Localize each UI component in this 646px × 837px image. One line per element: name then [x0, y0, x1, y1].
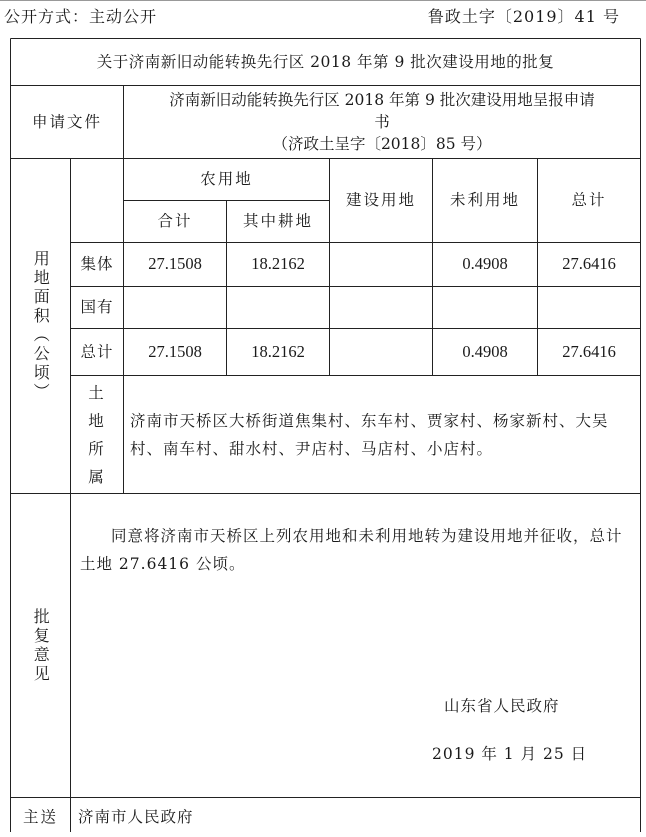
header-unused-land: 未利用地	[449, 191, 520, 210]
document-title: 关于济南新旧动能转换先行区 2018 年第 9 批次建设用地的批复	[96, 52, 555, 71]
row-label-grand-total: 总计	[80, 342, 114, 361]
cell-state-agri-total	[123, 286, 227, 329]
issuing-authority: 山东省人民政府	[444, 697, 560, 715]
row-label-collective: 集体	[80, 255, 114, 274]
application-line-1: 济南新旧动能转换先行区 2018 年第 9 批次建设用地呈报申请	[169, 91, 595, 109]
cell-collective-arable: 18.2162	[251, 254, 305, 274]
cell-collective-construction	[329, 242, 433, 287]
cell-state-arable	[226, 286, 330, 329]
land-area-label: 用地面积（公顷）	[31, 250, 51, 402]
disclosure-mode: 公开方式：主动公开	[4, 7, 158, 26]
application-line-3: （济政土呈字〔2018〕85 号）	[272, 135, 492, 153]
header-agricultural-land: 农用地	[200, 170, 253, 189]
cell-state-unused	[432, 286, 538, 329]
cell-collective-total: 27.6416	[562, 254, 616, 274]
application-line-2: 书	[374, 113, 390, 131]
cell-collective-agri-total: 27.1508	[148, 254, 202, 274]
application-document	[123, 85, 641, 159]
cell-total-arable: 18.2162	[251, 341, 305, 361]
header-arable-land: 其中耕地	[242, 212, 313, 231]
cell-collective-unused: 0.4908	[462, 254, 508, 274]
cell-state-construction	[329, 286, 433, 329]
cell-total-construction	[329, 328, 433, 376]
recipient-label: 主送	[22, 807, 58, 826]
land-ownership-villages: 济南市天桥区大桥街道焦集村、东车村、贾家村、杨家新村、大吴村、南车村、甜水村、尹店村、马店村、小店村。	[130, 412, 609, 458]
header-construction-land: 建设用地	[345, 191, 416, 210]
approval-opinion-label: 批复意见	[31, 607, 51, 684]
recipient-name: 济南市人民政府	[78, 807, 194, 826]
approval-opinion-text: 同意将济南市天桥区上列农用地和未利用地转为建设用地并征收，总计土地 27.6416 公顷。	[80, 527, 623, 573]
land-ownership-label: 土地所属	[88, 383, 106, 486]
approval-date: 2019 年 1 月 25 日	[432, 745, 588, 763]
cell-state-total	[537, 286, 641, 329]
cell-total-agri-total: 27.1508	[148, 341, 202, 361]
cell-total-unused: 0.4908	[462, 341, 508, 361]
header-agri-subtotal: 合计	[157, 212, 193, 231]
application-label: 申请文件	[31, 112, 102, 131]
cell-total-total: 27.6416	[562, 341, 616, 361]
header-total: 总计	[571, 191, 607, 210]
document-number: 鲁政土字〔2019〕41 号	[427, 7, 620, 26]
row-label-state: 国有	[80, 298, 114, 317]
